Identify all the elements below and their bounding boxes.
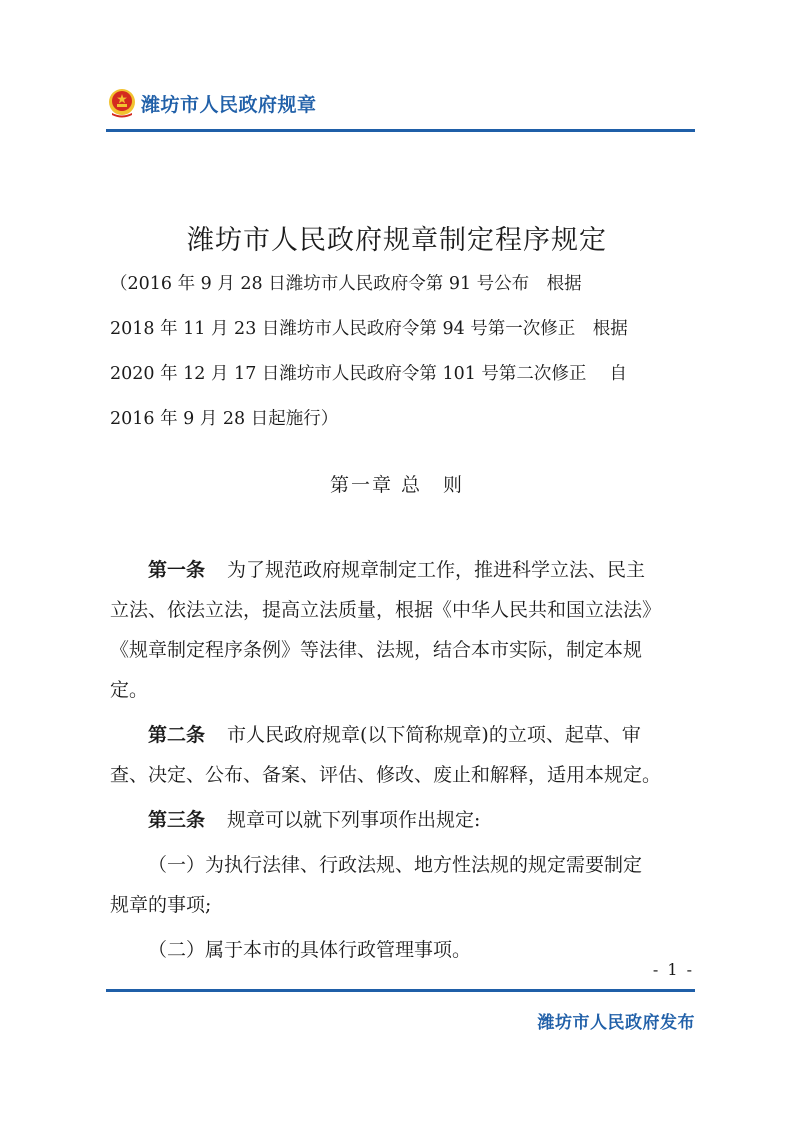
list-item-text: （二）属于本市的具体行政管理事项。 — [148, 939, 472, 961]
article-label: 第二条 — [148, 724, 206, 746]
document-title: 潍坊市人民政府规章制定程序规定 — [187, 225, 607, 256]
page-number: - 1 - — [652, 960, 694, 979]
article-text: 立法、依法立法，提高立法质量，根据《中华人民共和国立法法》 — [110, 599, 662, 621]
footer-divider — [106, 989, 695, 992]
note-line — [110, 262, 692, 307]
article-line — [110, 590, 696, 630]
note-text: 2018 年 11 月 23 日潍坊市人民政府令第 94 号第一次修正 根据 — [110, 319, 628, 339]
header — [106, 86, 317, 120]
article-text: 市人民政府规章(以下简称规章)的立项、起草、审 — [227, 724, 641, 746]
list-item — [110, 845, 696, 885]
note-line — [110, 307, 692, 352]
article-text: 《规章制定程序条例》等法律、法规，结合本市实际，制定本规 — [110, 639, 643, 661]
header-title: 潍坊市人民政府规章 — [141, 93, 317, 116]
footer-publisher: 潍坊市人民政府发布 — [537, 1013, 695, 1033]
article-line — [110, 800, 696, 840]
header-divider — [106, 129, 695, 132]
list-item — [110, 930, 696, 970]
note-text: （2016 年 9 月 28 日潍坊市人民政府令第 91 号公布 根据 — [110, 274, 582, 294]
national-emblem-icon — [106, 87, 138, 119]
article-text: 查、决定、公布、备案、评估、修改、废止和解释，适用本规定。 — [110, 764, 662, 786]
note-line — [110, 352, 692, 397]
document-body — [110, 550, 696, 970]
chapter-heading: 第一章 总 则 — [329, 474, 465, 496]
article-line — [110, 715, 696, 755]
note-text: 2016 年 9 月 28 日起施行） — [110, 409, 339, 429]
article-line — [110, 670, 696, 710]
list-item-text: 规章的事项; — [110, 894, 212, 916]
article-text: 为了规范政府规章制定工作，推进科学立法、民主 — [227, 559, 646, 581]
list-item-text: （一）为执行法律、行政法规、地方性法规的规定需要制定 — [148, 854, 643, 876]
article-line — [110, 550, 696, 590]
article-text: 规章可以就下列事项作出规定: — [227, 809, 481, 831]
article-line — [110, 630, 696, 670]
note-text: 2020 年 12 月 17 日潍坊市人民政府令第 101 号第二次修正 自 — [110, 364, 627, 384]
article-label: 第三条 — [148, 809, 206, 831]
note-line — [110, 397, 692, 442]
list-item — [110, 885, 696, 925]
article-label: 第一条 — [148, 559, 206, 581]
article-text: 定。 — [110, 679, 149, 701]
revision-note — [110, 262, 692, 442]
article-line — [110, 755, 696, 795]
